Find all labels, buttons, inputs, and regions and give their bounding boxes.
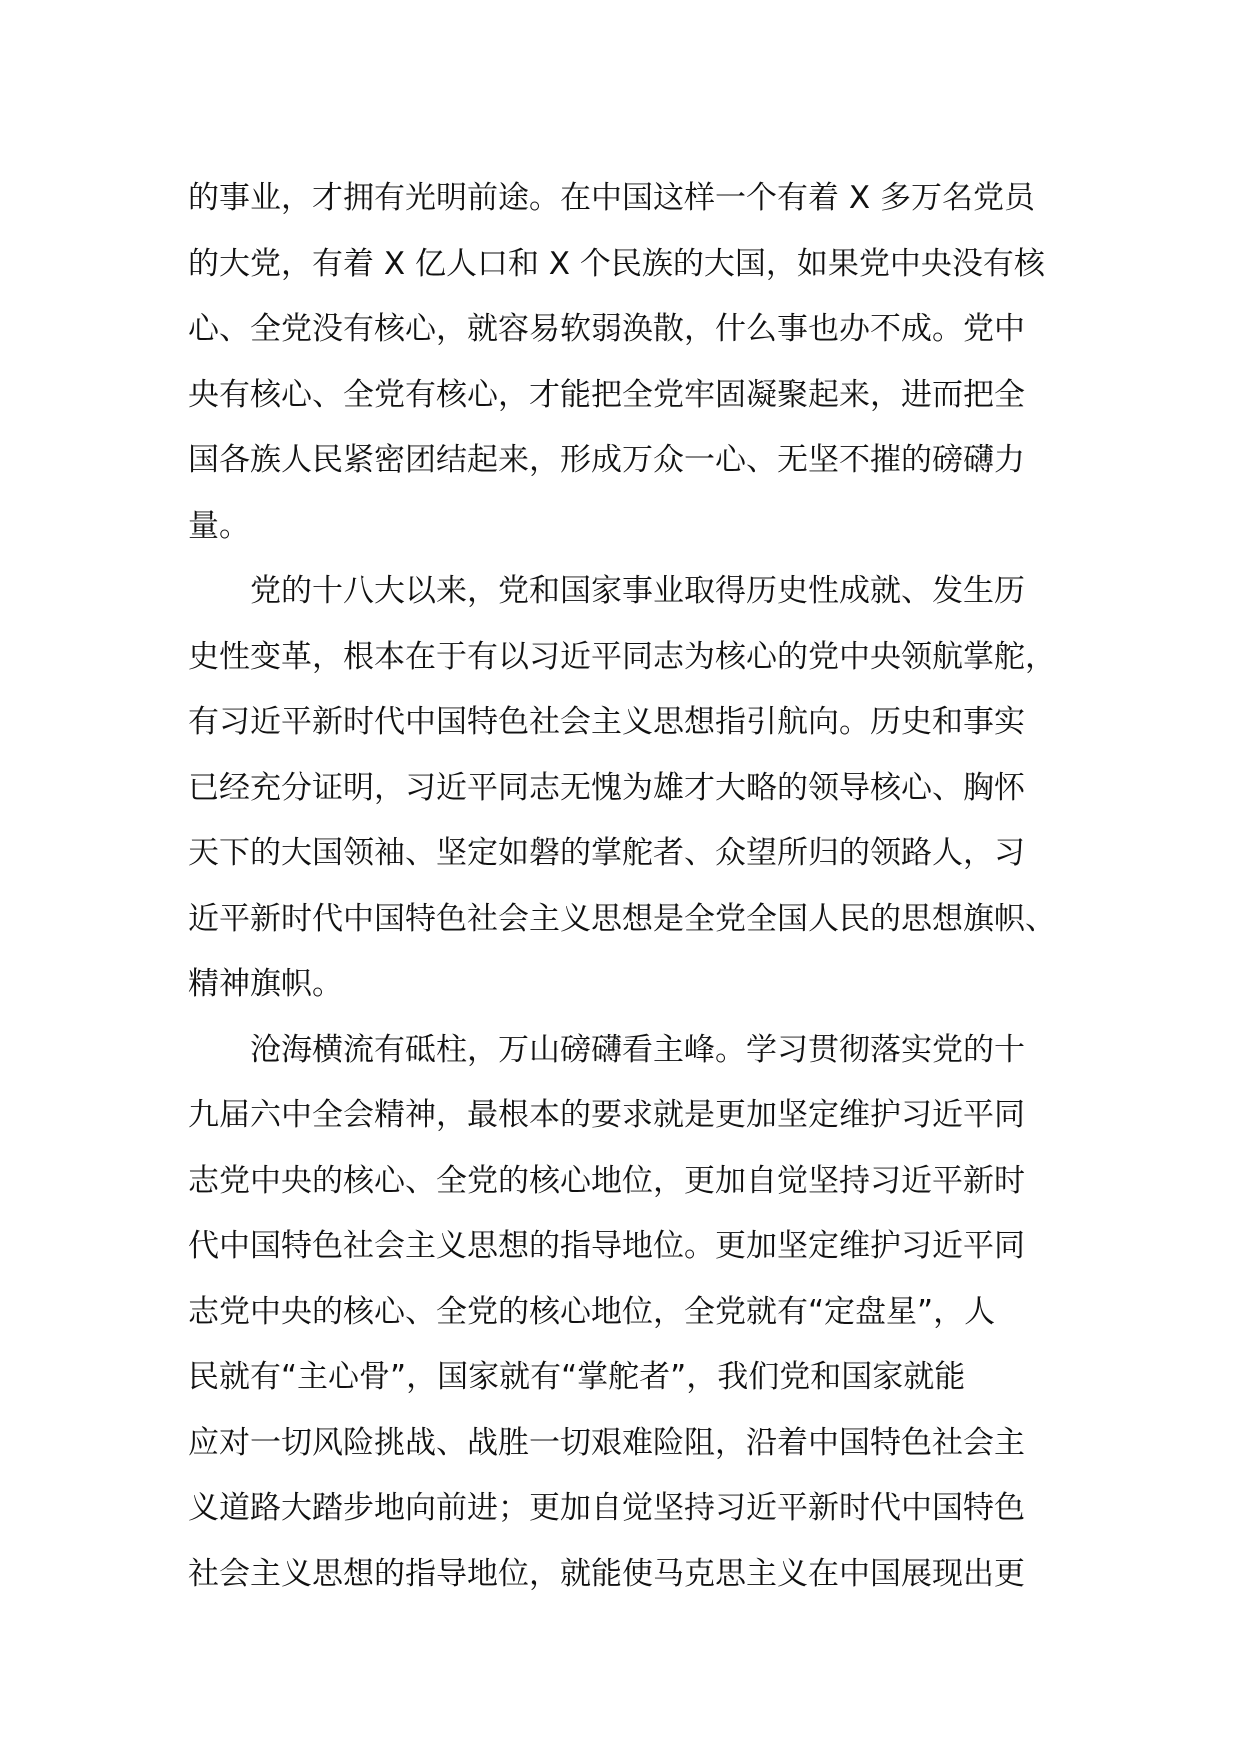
text-line: 沧海横流有砥柱，万山磅礴看主峰。学习贯彻落实党的十 [188, 1031, 1025, 1068]
text-line: 天下的大国领袖、坚定如磐的掌舵者、众望所归的领路人，习 [188, 835, 1025, 871]
text-line: 已经充分证明，习近平同志无愧为雄才大略的领导核心、胸怀 [188, 769, 1025, 806]
paragraph-1 [188, 166, 1068, 559]
text-line: 代中国特色社会主义思想的指导地位。更加坚定维护习近平同 [188, 1228, 1025, 1264]
paragraph-2 [188, 559, 1068, 1018]
text-line: 有习近平新时代中国特色社会主义思想指引航向。历史和事实 [188, 704, 1025, 740]
text-line: 志党中央的核心、全党的核心地位，更加自觉坚持习近平新时 [188, 1162, 1025, 1199]
text-line: 的大党，有着 X 亿人口和 X 个民族的大国，如果党中央没有核 [188, 245, 1045, 282]
paragraph-3 [188, 1018, 1068, 1608]
text-line: 史性变革，根本在于有以习近平同志为核心的党中央领航掌舵， [188, 638, 1056, 675]
body-text [188, 166, 1068, 1607]
text-line: 应对一切风险挑战、战胜一切艰难险阻，沿着中国特色社会主 [188, 1424, 1025, 1461]
text-line: 央有核心、全党有核心，才能把全党牢固凝聚起来，进而把全 [188, 376, 1025, 413]
text-line: 义道路大踏步地向前进；更加自觉坚持习近平新时代中国特色 [188, 1490, 1025, 1526]
text-line: 量。 [188, 507, 250, 544]
text-line: 九届六中全会精神，最根本的要求就是更加坚定维护习近平同 [188, 1097, 1025, 1133]
text-line: 国各族人民紧密团结起来，形成万众一心、无坚不摧的磅礴力 [188, 442, 1025, 478]
text-line: 的事业，才拥有光明前途。在中国这样一个有着 X 多万名党员 [188, 180, 1035, 216]
text-line: 民就有“主心骨”，国家就有“掌舵者”，我们党和国家就能 [188, 1359, 966, 1395]
text-line: 近平新时代中国特色社会主义思想是全党全国人民的思想旗帜、 [188, 900, 1056, 937]
text-line: 志党中央的核心、全党的核心地位，全党就有“定盘星”，人 [188, 1293, 996, 1330]
text-line: 党的十八大以来，党和国家事业取得历史性成就、发生历 [188, 573, 1025, 609]
text-line: 心、全党没有核心，就容易软弱涣散，什么事也办不成。党中 [188, 311, 1025, 347]
text-line: 社会主义思想的指导地位，就能使马克思主义在中国展现出更 [188, 1555, 1025, 1592]
text-line: 精神旗帜。 [188, 966, 343, 1002]
